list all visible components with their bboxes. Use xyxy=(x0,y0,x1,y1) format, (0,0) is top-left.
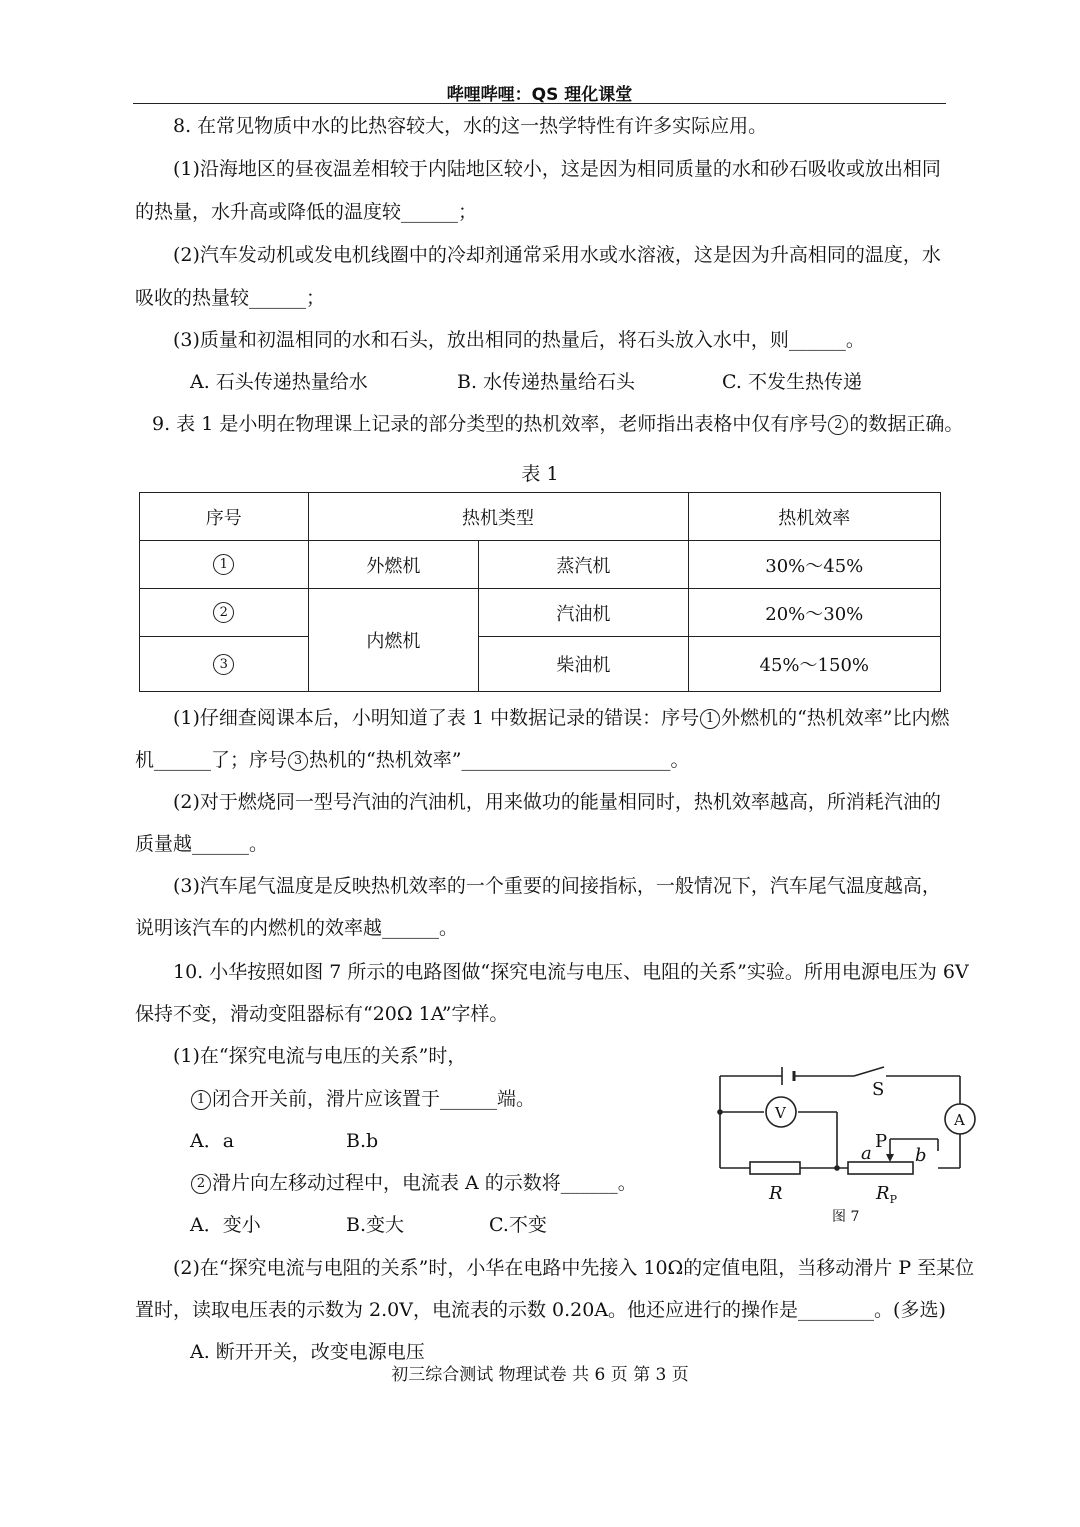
q9-stem: 9. 表 1 是小明在物理课上记录的部分类型的热机效率，老师指出表格中仅有序号 2 的数据正确。 xyxy=(152,413,964,435)
q8-part1-line2: 的热量，水升高或降低的温度较______； xyxy=(135,201,478,223)
table-row xyxy=(140,637,941,692)
slider-label: P xyxy=(875,1131,888,1152)
q8-option-c: C. 不发生热传递 xyxy=(722,371,862,393)
q9-part2-line2: 质量越______。 xyxy=(135,833,269,855)
ammeter-label: A xyxy=(954,1111,965,1129)
circled-number: 1 xyxy=(213,554,234,575)
q10-sub1-option-a: A．a xyxy=(190,1130,235,1152)
slider-arrowhead xyxy=(886,1154,894,1162)
circled-number: 1 xyxy=(700,709,720,729)
q10-part2-line2: 置时，读取电压表的示数为 2.0V，电流表的示数 0.20A。他还应进行的操作是________。(多选) xyxy=(135,1299,946,1321)
q8-part2-line2: 吸收的热量较______； xyxy=(135,287,326,309)
q10-part2-option-a: A. 断开开关，改变电源电压 xyxy=(190,1341,425,1363)
voltmeter-label: V xyxy=(775,1104,786,1122)
rheostat-rp xyxy=(848,1162,913,1174)
engine-subtype: 汽油机 xyxy=(479,589,688,637)
q8-option-a: A. 石头传递热量给水 xyxy=(190,371,368,393)
circled-number: 2 xyxy=(828,415,848,435)
circuit-diagram xyxy=(712,1063,982,1233)
q9-part1-line1: (1)仔细查阅课本后，小明知道了表 1 中数据记录的错误：序号 1 外燃机的“热机效率”比内燃 xyxy=(173,707,950,729)
q8-part1-line1: (1)沿海地区的昼夜温差相较于内陆地区较小，这是因为相同质量的水和砂石吸收或放出相同 xyxy=(173,158,941,180)
junction-dot xyxy=(834,1165,840,1171)
q10-sub1-option-b: B.b xyxy=(346,1130,379,1152)
page-header: 哔哩哔哩：QS 理化课堂 xyxy=(446,85,633,105)
circled-number: 2 xyxy=(191,1174,211,1194)
q8-part3-line1: (3)质量和初温相同的水和石头，放出相同的热量后，将石头放入水中，则______。 xyxy=(173,329,865,351)
q10-part2-line1: (2)在“探究电流与电阻的关系”时，小华在电路中先接入 10Ω的定值电阻，当移动滑片 P 至某位 xyxy=(173,1257,975,1279)
page-footer: 初三综合测试 物理试卷 共 6 页 第 3 页 xyxy=(391,1365,689,1385)
q10-sub2-option-c: C.不变 xyxy=(489,1214,547,1236)
circled-number: 1 xyxy=(191,1090,211,1110)
table-row xyxy=(140,589,941,637)
figure-caption: 图 7 xyxy=(832,1209,860,1225)
end-b-label: b xyxy=(915,1145,927,1166)
switch-label: S xyxy=(872,1079,885,1100)
q10-stem-line1: 10. 小华按照如图 7 所示的电路图做“探究电流与电压、电阻的关系”实验。所用电源电压为 6V xyxy=(173,961,969,983)
circled-number: 2 xyxy=(213,602,234,623)
end-a-label: a xyxy=(861,1143,872,1164)
junction-dot xyxy=(717,1109,723,1115)
efficiency-value: 20%～30% xyxy=(688,589,940,637)
q8-part2-line1: (2)汽车发动机或发电机线圈中的冷却剂通常采用水或水溶液，这是因为升高相同的温度，水 xyxy=(173,244,941,266)
q9-part3-line1: (3)汽车尾气温度是反映热机效率的一个重要的间接指标，一般情况下，汽车尾气温度越高， xyxy=(173,875,941,897)
circled-number: 3 xyxy=(213,654,234,675)
q10-sub2-option-a: A．变小 xyxy=(190,1214,261,1236)
engine-subtype: 蒸汽机 xyxy=(479,541,688,589)
header-index: 序号 xyxy=(140,493,309,541)
header-type: 热机类型 xyxy=(308,493,688,541)
rheostat-label: $R_P$ xyxy=(876,1183,897,1206)
q10-sub2-option-b: B.变大 xyxy=(346,1214,405,1236)
q10-part1-sub1: 1 闭合开关前，滑片应该置于______端。 xyxy=(190,1087,535,1111)
header-efficiency: 热机效率 xyxy=(688,493,940,541)
engine-category: 内燃机 xyxy=(308,589,479,692)
resistor-label: R xyxy=(769,1183,783,1204)
efficiency-value: 30%～45% xyxy=(688,541,940,589)
q9-part2-line1: (2)对于燃烧同一型号汽油的汽油机，用来做功的能量相同时，热机效率越高，所消耗汽油的 xyxy=(173,791,941,813)
q8-stem: 8. 在常见物质中水的比热容较大，水的这一热学特性有许多实际应用。 xyxy=(173,115,768,137)
engine-category: 外燃机 xyxy=(308,541,479,589)
table-header-row xyxy=(140,493,941,541)
engine-subtype: 柴油机 xyxy=(479,637,688,692)
switch-blade xyxy=(854,1067,884,1076)
efficiency-table xyxy=(139,492,941,692)
q9-part1-line2: 机______了；序号 3 热机的“热机效率”______________________。 xyxy=(135,749,690,771)
table-row xyxy=(140,541,941,589)
q10-stem-line2: 保持不变，滑动变阻器标有“20Ω 1A”字样。 xyxy=(135,1003,509,1025)
efficiency-value: 45%～150% xyxy=(688,637,940,692)
q9-part3-line2: 说明该汽车的内燃机的效率越______。 xyxy=(135,917,459,939)
q10-part1: (1)在“探究电流与电压的关系”时， xyxy=(173,1045,467,1067)
resistor-r xyxy=(750,1162,800,1174)
circled-number: 3 xyxy=(288,751,308,771)
table-caption: 表 1 xyxy=(521,463,559,485)
q8-option-b: B. 水传递热量给石头 xyxy=(457,371,636,393)
header-rule xyxy=(133,103,946,104)
q10-part1-sub2: 2 滑片向左移动过程中，电流表 A 的示数将______。 xyxy=(190,1171,637,1195)
